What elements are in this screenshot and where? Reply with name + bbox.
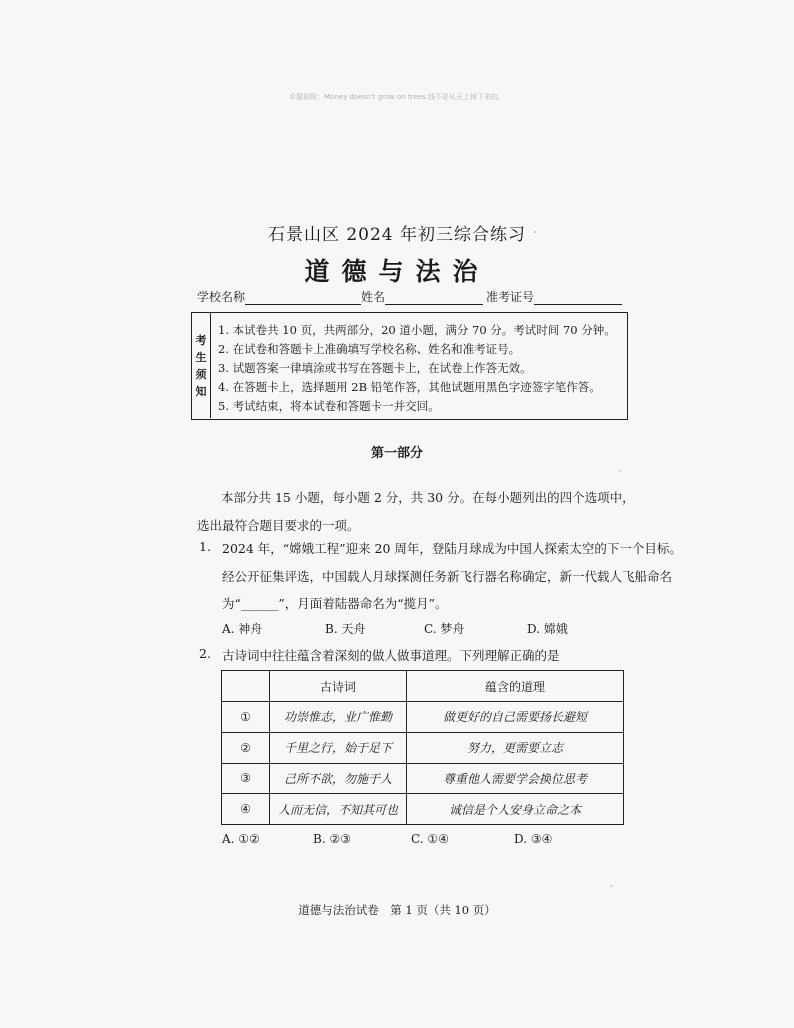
notice-label-char: 须 (195, 367, 207, 381)
table-header-cell (222, 671, 270, 702)
scan-mark: - (607, 880, 615, 891)
section-instructions: 本部分共 15 小题，每小题 2 分，共 30 分。在每小题列出的四个选项中，选出最符合题目要求的一项。 (197, 490, 635, 533)
question-1-option-c[interactable]: C. 梦舟 (424, 622, 465, 636)
question-1-number: 1. (199, 539, 211, 554)
student-name-blank[interactable] (385, 292, 483, 305)
question-1-text-line: 为“______”，月面着陆器命名为“揽月”。 (222, 596, 448, 611)
notice-list (218, 321, 616, 416)
student-name-label: 姓名 (361, 290, 386, 304)
notice-label-char: 考 (195, 333, 207, 347)
table-header-row (222, 671, 624, 702)
notice-item: 2. 在试卷和答题卡上准确填写学校名称、姓名和准考证号。 (218, 342, 521, 356)
student-name-field[interactable] (361, 288, 483, 305)
exam-title: 石景山区 2024 年初三综合练习 (267, 225, 527, 245)
meaning-cell: 尊重他人需要学会换位思考 (407, 763, 624, 794)
notice-label-char: 知 (195, 384, 207, 398)
row-number: ① (222, 702, 270, 733)
school-name-blank[interactable] (245, 292, 361, 305)
question-1-text-line: 2024 年，“嫦娥工程”迎来 20 周年，登陆月球成为中国人探索太空的下一个目标。 (222, 541, 682, 556)
poem-cell: 千里之行，始于足下 (270, 732, 407, 763)
school-name-label: 学校名称 (197, 290, 246, 304)
school-name-field[interactable] (197, 288, 361, 305)
question-2-number: 2. (199, 646, 211, 661)
notice-item: 4. 在答题卡上，选择题用 2B 铅笔作答，其他试题用黑色字迹签字笔作答。 (218, 380, 601, 394)
notice-item: 3. 试题答案一律填涂或书写在答题卡上，在试卷上作答无效。 (218, 361, 532, 375)
scan-mark: · (534, 228, 537, 237)
poem-table (221, 670, 624, 825)
poem-cell: 己所不欲，勿施于人 (270, 763, 407, 794)
question-2-option-b[interactable]: B. ②③ (313, 832, 351, 846)
table-header-cell: 蕴含的道理 (407, 671, 624, 702)
table-row (222, 732, 624, 763)
question-2-option-d[interactable]: D. ③④ (514, 832, 553, 846)
exam-id-blank[interactable] (534, 292, 622, 305)
notice-label-char: 生 (195, 350, 207, 364)
scan-mark: - (616, 465, 624, 476)
row-number: ③ (222, 763, 270, 794)
exam-id-label: 准考证号 (486, 290, 535, 304)
question-1-text-line: 经公开征集评选，中国载人月球探测任务新飞行器名称确定，新一代载人飞船命名 (222, 569, 673, 584)
subject-title: 道德与法治 (304, 257, 490, 286)
exam-id-field[interactable] (486, 288, 622, 305)
question-1-option-d[interactable]: D. 嫦娥 (527, 622, 568, 636)
question-1-option-b[interactable]: B. 天舟 (325, 622, 366, 636)
watermark-text: ©题前附：Money doesn't grow on trees.钱不是从天上掉下来的。 (289, 93, 505, 101)
poem-cell: 功崇惟志，业广惟勤 (270, 702, 407, 733)
table-row (222, 702, 624, 733)
page-footer: 道德与法治试卷 第 1 页（共 10 页） (298, 903, 496, 917)
notice-label (192, 313, 211, 418)
question-2-stem: 古诗词中往往蕴含着深刻的做人做事道理。下列理解正确的是 (222, 648, 560, 663)
exam-notice-box (191, 312, 628, 420)
row-number: ④ (222, 794, 270, 825)
notice-item: 5. 考试结束，将本试卷和答题卡一并交回。 (218, 399, 440, 413)
question-2-option-a[interactable]: A. ①② (222, 832, 260, 846)
row-number: ② (222, 732, 270, 763)
question-2-option-c[interactable]: C. ①④ (411, 832, 449, 846)
notice-item: 1. 本试卷共 10 页，共两部分，20 道小题，满分 70 分。考试时间 70 分钟。 (218, 323, 616, 337)
question-1-option-a[interactable]: A. 神舟 (222, 622, 263, 636)
table-row (222, 763, 624, 794)
meaning-cell: 努力，更需要立志 (407, 732, 624, 763)
poem-cell: 人而无信，不知其可也 (270, 794, 407, 825)
table-header-cell: 古诗词 (270, 671, 407, 702)
meaning-cell: 诚信是个人安身立命之本 (407, 794, 624, 825)
section-title: 第一部分 (370, 446, 423, 461)
table-row (222, 794, 624, 825)
meaning-cell: 做更好的自己需要扬长避短 (407, 702, 624, 733)
